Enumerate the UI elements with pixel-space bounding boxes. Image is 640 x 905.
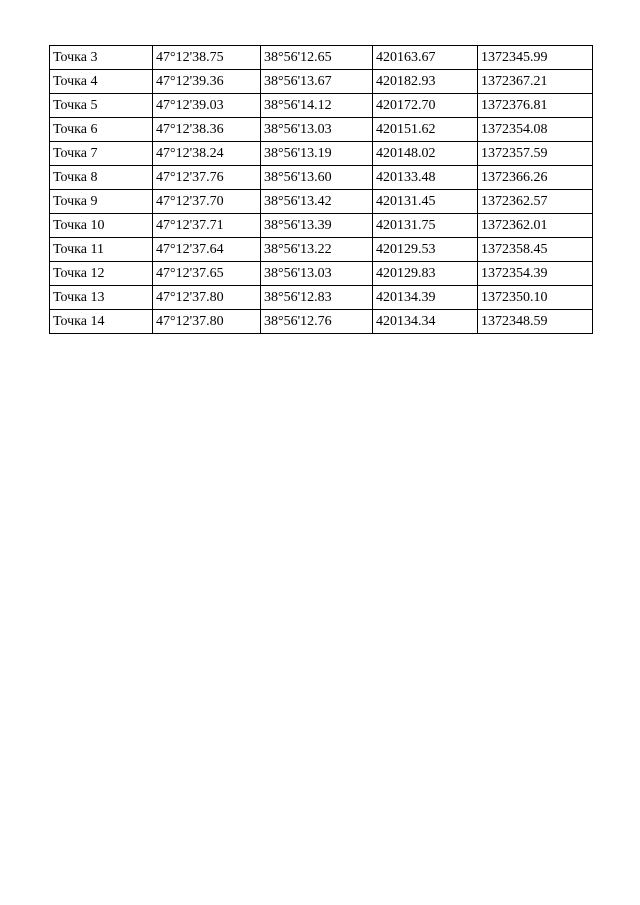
- longitude-cell: 38°56'13.03: [261, 262, 373, 286]
- table-row: [50, 310, 593, 334]
- point-name-cell: Точка 13: [50, 286, 153, 310]
- table-row: [50, 118, 593, 142]
- table-row: [50, 94, 593, 118]
- point-name-cell: Точка 4: [50, 70, 153, 94]
- y-coordinate-cell: 1372366.26: [478, 166, 593, 190]
- latitude-cell: 47°12'39.03: [153, 94, 261, 118]
- table-row: [50, 238, 593, 262]
- x-coordinate-cell: 420148.02: [373, 142, 478, 166]
- longitude-cell: 38°56'13.42: [261, 190, 373, 214]
- y-coordinate-cell: 1372362.57: [478, 190, 593, 214]
- y-coordinate-cell: 1372367.21: [478, 70, 593, 94]
- longitude-cell: 38°56'12.83: [261, 286, 373, 310]
- latitude-cell: 47°12'37.71: [153, 214, 261, 238]
- table-row: [50, 190, 593, 214]
- point-name-cell: Точка 14: [50, 310, 153, 334]
- table-row: [50, 166, 593, 190]
- longitude-cell: 38°56'13.03: [261, 118, 373, 142]
- table-row: [50, 70, 593, 94]
- longitude-cell: 38°56'13.60: [261, 166, 373, 190]
- point-name-cell: Точка 5: [50, 94, 153, 118]
- y-coordinate-cell: 1372348.59: [478, 310, 593, 334]
- latitude-cell: 47°12'38.75: [153, 46, 261, 70]
- x-coordinate-cell: 420182.93: [373, 70, 478, 94]
- longitude-cell: 38°56'14.12: [261, 94, 373, 118]
- longitude-cell: 38°56'12.65: [261, 46, 373, 70]
- longitude-cell: 38°56'12.76: [261, 310, 373, 334]
- latitude-cell: 47°12'37.80: [153, 286, 261, 310]
- table-row: [50, 286, 593, 310]
- point-name-cell: Точка 11: [50, 238, 153, 262]
- y-coordinate-cell: 1372354.08: [478, 118, 593, 142]
- x-coordinate-cell: 420131.75: [373, 214, 478, 238]
- x-coordinate-cell: 420172.70: [373, 94, 478, 118]
- point-name-cell: Точка 12: [50, 262, 153, 286]
- coordinates-table-body: [50, 46, 593, 334]
- point-name-cell: Точка 6: [50, 118, 153, 142]
- y-coordinate-cell: 1372357.59: [478, 142, 593, 166]
- y-coordinate-cell: 1372354.39: [478, 262, 593, 286]
- latitude-cell: 47°12'38.36: [153, 118, 261, 142]
- y-coordinate-cell: 1372376.81: [478, 94, 593, 118]
- longitude-cell: 38°56'13.67: [261, 70, 373, 94]
- point-name-cell: Точка 7: [50, 142, 153, 166]
- longitude-cell: 38°56'13.19: [261, 142, 373, 166]
- y-coordinate-cell: 1372350.10: [478, 286, 593, 310]
- x-coordinate-cell: 420134.34: [373, 310, 478, 334]
- x-coordinate-cell: 420129.53: [373, 238, 478, 262]
- table-row: [50, 214, 593, 238]
- point-name-cell: Точка 8: [50, 166, 153, 190]
- longitude-cell: 38°56'13.22: [261, 238, 373, 262]
- x-coordinate-cell: 420131.45: [373, 190, 478, 214]
- y-coordinate-cell: 1372358.45: [478, 238, 593, 262]
- x-coordinate-cell: 420134.39: [373, 286, 478, 310]
- latitude-cell: 47°12'37.76: [153, 166, 261, 190]
- point-name-cell: Точка 3: [50, 46, 153, 70]
- latitude-cell: 47°12'39.36: [153, 70, 261, 94]
- table-row: [50, 46, 593, 70]
- latitude-cell: 47°12'37.80: [153, 310, 261, 334]
- x-coordinate-cell: 420151.62: [373, 118, 478, 142]
- y-coordinate-cell: 1372362.01: [478, 214, 593, 238]
- x-coordinate-cell: 420129.83: [373, 262, 478, 286]
- longitude-cell: 38°56'13.39: [261, 214, 373, 238]
- x-coordinate-cell: 420133.48: [373, 166, 478, 190]
- table-row: [50, 142, 593, 166]
- y-coordinate-cell: 1372345.99: [478, 46, 593, 70]
- x-coordinate-cell: 420163.67: [373, 46, 478, 70]
- latitude-cell: 47°12'37.65: [153, 262, 261, 286]
- table-row: [50, 262, 593, 286]
- coordinates-table: [49, 45, 593, 334]
- latitude-cell: 47°12'37.70: [153, 190, 261, 214]
- latitude-cell: 47°12'37.64: [153, 238, 261, 262]
- latitude-cell: 47°12'38.24: [153, 142, 261, 166]
- point-name-cell: Точка 9: [50, 190, 153, 214]
- point-name-cell: Точка 10: [50, 214, 153, 238]
